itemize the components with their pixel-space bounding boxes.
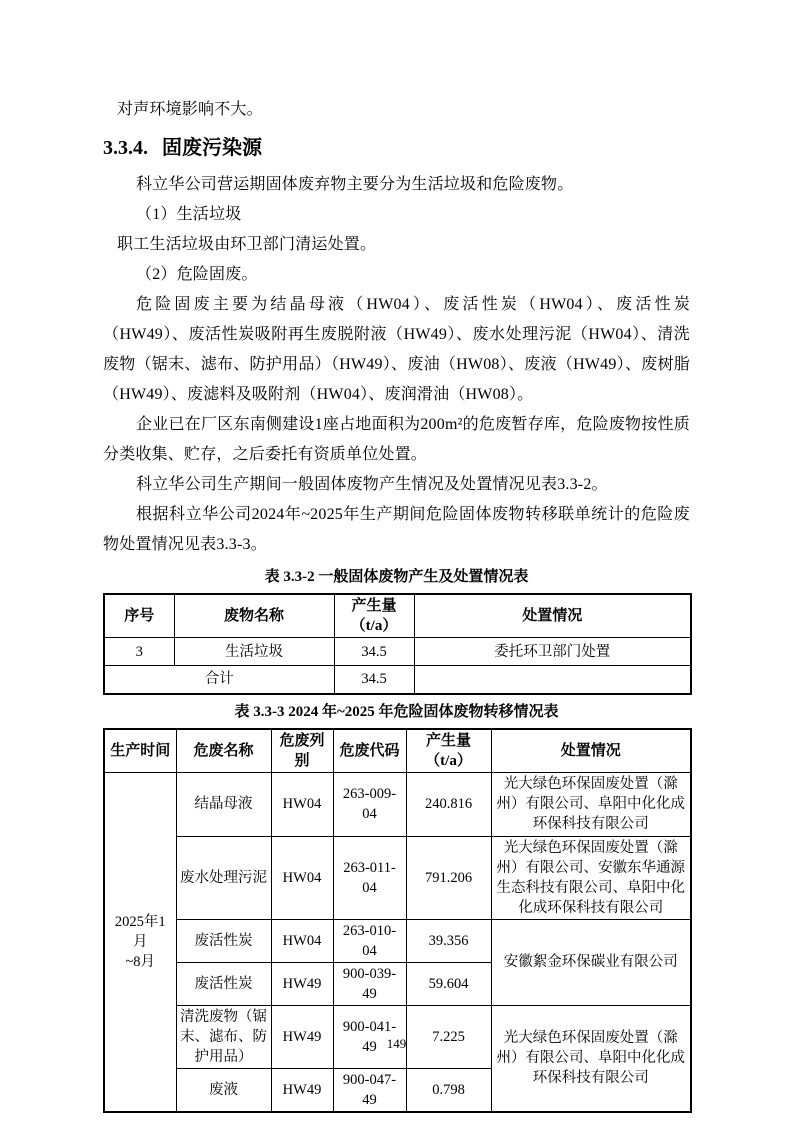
header-cell-index: 序号 [104, 594, 174, 638]
cell-disposal: 光大绿色环保固废处置（滁州）有限公司、阜阳中化化成环保科技有限公司 [491, 772, 691, 836]
table-row [104, 836, 691, 919]
header-cell-disposal: 处置情况 [491, 729, 691, 773]
cell-amount: 7.225 [406, 1005, 491, 1068]
paragraph-noise-conclusion: 对声环境影响不大。 [117, 101, 263, 118]
cell-disposal: 光大绿色环保固废处置（滁州）有限公司、安徽东华通源生态科技有限公司、阜阳中化化成环保科技有限公司 [491, 836, 691, 919]
cell-amount: 240.816 [406, 772, 491, 836]
cell-waste-name: 结晶母液 [176, 772, 271, 836]
cell-disposal: 安徽絮金环保碳业有限公司 [491, 919, 691, 1005]
cell-code: 900-039-49 [333, 962, 406, 1005]
cell-code: 263-009-04 [333, 772, 406, 836]
cell-waste-name: 清洗废物（锯末、滤布、防护用品） [176, 1005, 271, 1068]
header-cell-code: 危废代码 [333, 729, 406, 773]
period-line-1: 2025年1月 [114, 913, 166, 950]
cell-category: HW49 [271, 1068, 333, 1112]
section-number: 3.3.4. [103, 137, 148, 159]
cell-total-amount: 34.5 [334, 666, 414, 694]
cell-code: 900-047-49 [333, 1068, 406, 1112]
cell-code: 263-010-04 [333, 919, 406, 962]
cell-waste-name: 生活垃圾 [174, 638, 334, 666]
cell-disposal: 委托环卫部门处置 [414, 638, 691, 666]
general-waste-table [103, 593, 692, 695]
table2-title: 表 3.3-3 2024 年~2025 年危险固体废物转移情况表 [234, 703, 559, 720]
page-number: 149 [386, 1036, 407, 1051]
cell-waste-name: 废液 [176, 1068, 271, 1112]
table-row [104, 772, 691, 836]
header-cell-amount: 产生量（t/a） [406, 729, 491, 773]
cell-code: 900-041-49 [333, 1005, 406, 1068]
cell-waste-name: 废活性炭 [176, 962, 271, 1005]
cell-index: 3 [104, 638, 174, 666]
paragraph-ref-table-333: 根据科立华公司2024年~2025年生产期间危险固体废物转移联单统计的危险废物处置情况见表3.3-3。 [103, 506, 690, 553]
cell-amount: 39.356 [406, 919, 491, 962]
cell-amount: 59.604 [406, 962, 491, 1005]
cell-code: 263-011-04 [333, 836, 406, 919]
paragraph-item-1-title: （1）生活垃圾 [136, 206, 242, 223]
table-total-row [104, 666, 691, 694]
section-title: 固废污染源 [162, 137, 262, 159]
table-row [104, 919, 691, 962]
header-cell-category: 危废列别 [271, 729, 333, 773]
table-header-row [104, 729, 691, 773]
cell-disposal: 光大绿色环保固废处置（滁州）有限公司、阜阳中化化成环保科技有限公司 [491, 1005, 691, 1112]
table-header-row [104, 594, 691, 638]
header-cell-period: 生产时间 [104, 729, 176, 773]
cell-category: HW04 [271, 772, 333, 836]
header-cell-waste-name: 危废名称 [176, 729, 271, 773]
cell-category: HW04 [271, 836, 333, 919]
cell-category: HW49 [271, 1005, 333, 1068]
table-row [104, 638, 691, 666]
paragraph-ref-table-332: 科立华公司生产期间一般固体废物产生情况及处置情况见表3.3-2。 [136, 476, 608, 493]
section-heading [103, 134, 690, 163]
paragraph-storage: 企业已在厂区东南侧建设1座占地面积为200m²的危废暂存库，危险废物按性质分类收集、贮存，之后委托有资质单位处置。 [103, 416, 690, 463]
header-cell-waste-name: 废物名称 [174, 594, 334, 638]
cell-total-label: 合计 [104, 666, 334, 694]
cell-amount: 34.5 [334, 638, 414, 666]
cell-category: HW49 [271, 962, 333, 1005]
cell-period [104, 772, 176, 1112]
cell-amount: 0.798 [406, 1068, 491, 1112]
cell-category: HW04 [271, 919, 333, 962]
paragraph-domestic-waste: 职工生活垃圾由环卫部门清运处置。 [117, 236, 377, 253]
cell-waste-name: 废水处理污泥 [176, 836, 271, 919]
paragraph-item-2-title: （2）危险固废。 [136, 266, 258, 283]
period-line-2: ~8月 [125, 953, 156, 970]
hazardous-waste-transfer-table [103, 728, 692, 1113]
table1-title: 表 3.3-2 一般固体废物产生及处置情况表 [264, 569, 529, 585]
cell-amount: 791.206 [406, 836, 491, 919]
header-cell-amount: 产生量（t/a） [334, 594, 414, 638]
paragraph-hazardous-list: 危险固废主要为结晶母液（HW04）、废活性炭（HW04）、废活性炭（HW49）、废活性炭吸附再生废脱附液（HW49）、废水处理污泥（HW04）、清洗废物（锯末、滤布、防护用品）（HW49）、废油（HW08）、废液（HW49）、废树脂（HW49）、废滤料及吸附剂（HW04）、废润滑油（HW08）。 [103, 296, 690, 403]
header-cell-disposal: 处置情况 [414, 594, 691, 638]
cell-total-disposal [414, 666, 691, 694]
paragraph-waste-overview: 科立华公司营运期固体废弃物主要分为生活垃圾和危险废物。 [136, 176, 574, 193]
cell-waste-name: 废活性炭 [176, 919, 271, 962]
